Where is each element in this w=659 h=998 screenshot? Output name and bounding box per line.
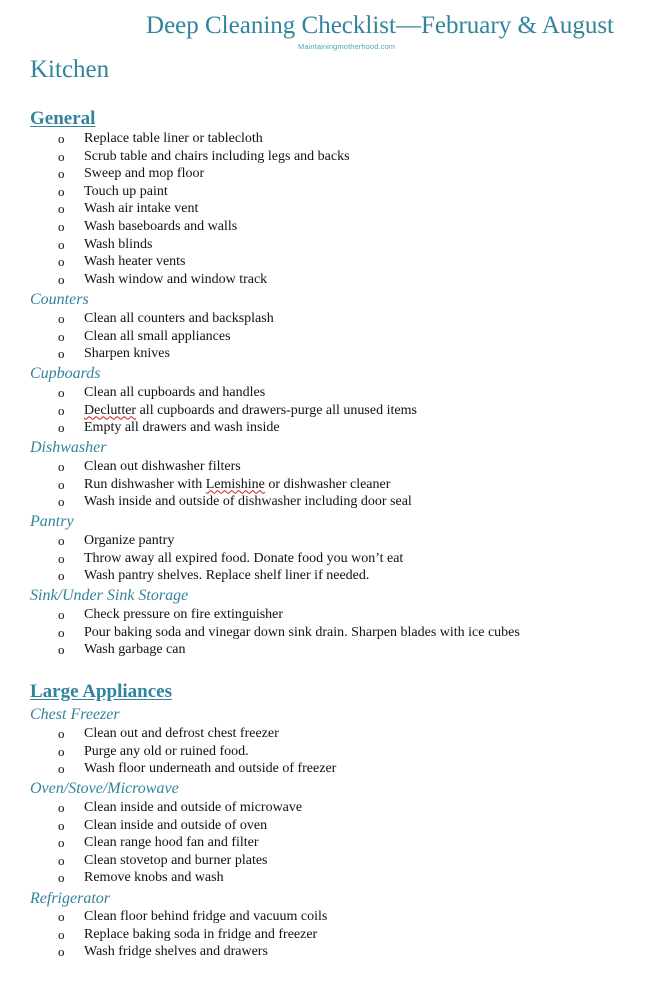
checklist-item-text: Wash pantry shelves. Replace shelf liner if needed. (84, 568, 370, 584)
bullet-icon: o (58, 835, 65, 851)
section-heading-large-appliances: Large Appliances (30, 681, 172, 702)
page-title: Deep Cleaning Checklist—February & August (146, 12, 614, 39)
bullet-icon: o (58, 817, 65, 833)
item-text-segment: Run dishwasher with (84, 476, 206, 492)
subsection-heading-cupboards: Cupboards (30, 365, 101, 382)
spellcheck-flagged-word: Lemishine (205, 476, 265, 492)
bullet-icon: o (58, 494, 65, 510)
subsection-heading-chest-freezer: Chest Freezer (30, 706, 120, 723)
subsection-heading-refrigerator: Refrigerator (30, 890, 110, 907)
checklist-item-text: Wash inside and outside of dishwasher including door seal (84, 494, 412, 510)
room-heading: Kitchen (30, 56, 110, 83)
bullet-icon: o (58, 420, 65, 436)
checklist-item-text: Replace baking soda in fridge and freezer (84, 926, 318, 942)
bullet-icon: o (58, 642, 65, 658)
checklist-item-text: Clean out and defrost chest freezer (84, 726, 279, 741)
bullet-icon: o (58, 346, 65, 362)
checklist-item-text: Wash heater vents (84, 254, 186, 270)
bullet-icon: o (58, 607, 65, 622)
checklist-item-text: Remove knobs and wash (84, 870, 224, 886)
bullet-icon: o (58, 550, 65, 566)
bullet-icon: o (58, 131, 65, 146)
bullet-icon: o (58, 219, 65, 234)
checklist-item-text: Clean out dishwasher filters (84, 459, 241, 474)
checklist-item-text: Purge any old or ruined food. (84, 743, 249, 759)
section-heading-general: General (30, 108, 96, 129)
checklist-item-text: Clean range hood fan and filter (84, 835, 259, 851)
checklist-item-text: Replace table liner or tablecloth (84, 131, 263, 146)
bullet-icon: o (58, 183, 65, 199)
bullet-icon: o (58, 870, 65, 886)
checklist-item-text: Clean inside and outside of oven (84, 817, 268, 833)
bullet-icon: o (58, 148, 65, 164)
bullet-icon: o (58, 311, 65, 326)
checklist-item-text: Wash window and window track (84, 271, 268, 287)
bullet-icon: o (58, 852, 65, 868)
checklist-item-text: Clean all cupboards and handles (84, 385, 266, 400)
checklist-item-text: Wash air intake vent (84, 201, 199, 217)
checklist-item-text: Wash baseboards and walls (84, 219, 238, 234)
bullet-icon: o (58, 236, 65, 252)
subsection-heading-oven-stove-microwave: Oven/Stove/Microwave (30, 780, 179, 797)
subsection-heading-pantry: Pantry (30, 513, 74, 530)
bullet-icon: o (58, 743, 65, 759)
checklist-item-text: Touch up paint (84, 183, 168, 199)
bullet-icon: o (58, 254, 65, 270)
checklist-item-text (84, 477, 390, 493)
checklist-item-text: Wash fridge shelves and drawers (84, 944, 268, 960)
checklist-item-text: Wash blinds (84, 236, 153, 252)
checklist-item-text: Empty all drawers and wash inside (84, 420, 280, 436)
subsection-heading-sink-under-sink-storage: Sink/Under Sink Storage (30, 587, 189, 604)
checklist-item-text (84, 403, 417, 419)
checklist-item-text: Clean all small appliances (84, 328, 231, 344)
bullet-icon: o (58, 800, 65, 815)
bullet-icon: o (58, 909, 65, 924)
bullet-icon: o (58, 726, 65, 741)
website-credit: Maintainingmotherhood.com (298, 42, 396, 51)
checklist-item-text: Wash garbage can (84, 642, 186, 658)
bullet-icon: o (58, 166, 65, 182)
bullet-icon: o (58, 385, 65, 400)
checklist-item-text: Sharpen knives (84, 346, 170, 362)
checklist-item-text: Scrub table and chairs including legs and backs (84, 148, 350, 164)
bullet-icon: o (58, 624, 65, 640)
checklist-item-text: Throw away all expired food. Donate food you won’t eat (84, 550, 404, 566)
bullet-icon: o (58, 926, 65, 942)
item-text-segment: or dishwasher cleaner (264, 476, 391, 492)
bullet-icon: o (58, 271, 65, 287)
checklist-item-text: Check pressure on fire extinguisher (84, 607, 284, 622)
bullet-icon: o (58, 761, 65, 777)
bullet-icon: o (58, 944, 65, 960)
item-text-segment: all cupboards and drawers-purge all unused items (136, 402, 417, 418)
bullet-icon: o (58, 533, 65, 548)
checklist-item-text: Clean stovetop and burner plates (84, 852, 268, 868)
bullet-icon: o (58, 476, 65, 492)
bullet-icon: o (58, 402, 65, 418)
checklist-item-text: Clean inside and outside of microwave (84, 800, 303, 815)
checklist-item-text: Organize pantry (84, 533, 175, 548)
checklist-item-text: Clean all counters and backsplash (84, 311, 274, 326)
checklist-item-text: Sweep and mop floor (84, 166, 205, 182)
subsection-heading-counters: Counters (30, 291, 89, 308)
subsection-heading-dishwasher: Dishwasher (30, 439, 107, 456)
bullet-icon: o (58, 201, 65, 217)
checklist-item-text: Wash floor underneath and outside of freezer (84, 761, 337, 777)
bullet-icon: o (58, 459, 65, 474)
checklist-item-text: Pour baking soda and vinegar down sink drain. Sharpen blades with ice cubes (84, 624, 520, 640)
spellcheck-flagged-word: Declutter (84, 402, 137, 418)
bullet-icon: o (58, 568, 65, 584)
checklist-item-text: Clean floor behind fridge and vacuum coils (84, 909, 328, 924)
bullet-icon: o (58, 328, 65, 344)
